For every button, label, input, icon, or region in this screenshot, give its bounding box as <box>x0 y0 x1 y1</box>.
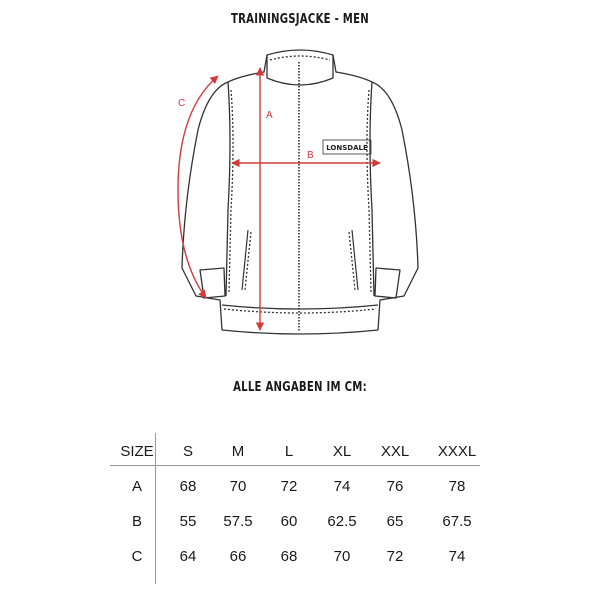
table-cell: 62.5 <box>327 513 357 530</box>
column-header: XXXL <box>437 443 477 460</box>
column-header: XL <box>332 443 352 460</box>
table-cell: 65 <box>386 513 404 530</box>
table-cell: 74 <box>448 548 466 565</box>
measure-a-label: A <box>266 110 273 121</box>
table-divider-horizontal <box>110 465 480 466</box>
jacket-outline <box>182 50 418 334</box>
table-cell: 68 <box>179 478 197 495</box>
column-header: M <box>231 443 245 460</box>
column-header: S <box>182 443 193 460</box>
table-cell: 76 <box>386 478 404 495</box>
column-header: XXL <box>380 443 410 460</box>
row-label: C <box>131 548 143 565</box>
table-cell: 67.5 <box>442 513 472 530</box>
table-cell: 57.5 <box>223 513 253 530</box>
row-label: A <box>131 478 142 495</box>
table-cell: 78 <box>448 478 466 495</box>
table-cell: 55 <box>179 513 197 530</box>
column-header: L <box>284 443 294 460</box>
table-cell: 70 <box>229 478 247 495</box>
table-cell: 72 <box>386 548 404 565</box>
table-cell: 70 <box>333 548 351 565</box>
measure-b-label: B <box>307 150 314 161</box>
table-cell: 66 <box>229 548 247 565</box>
brand-logo <box>323 140 371 154</box>
table-cell: 74 <box>333 478 351 495</box>
table-cell: 60 <box>280 513 298 530</box>
measure-c-line <box>178 76 218 298</box>
table-cell: 68 <box>280 548 298 565</box>
table-cell: 72 <box>280 478 298 495</box>
units-note: ALLE ANGABEN IM CM: <box>233 380 367 395</box>
page-title: TRAININGSJACKE - MEN <box>230 12 370 27</box>
table-corner: SIZE <box>120 443 154 460</box>
table-cell: 64 <box>179 548 197 565</box>
row-label: B <box>131 513 142 530</box>
measure-c-label: C <box>178 98 186 109</box>
svg-text:LONSDALE: LONSDALE <box>326 144 368 152</box>
